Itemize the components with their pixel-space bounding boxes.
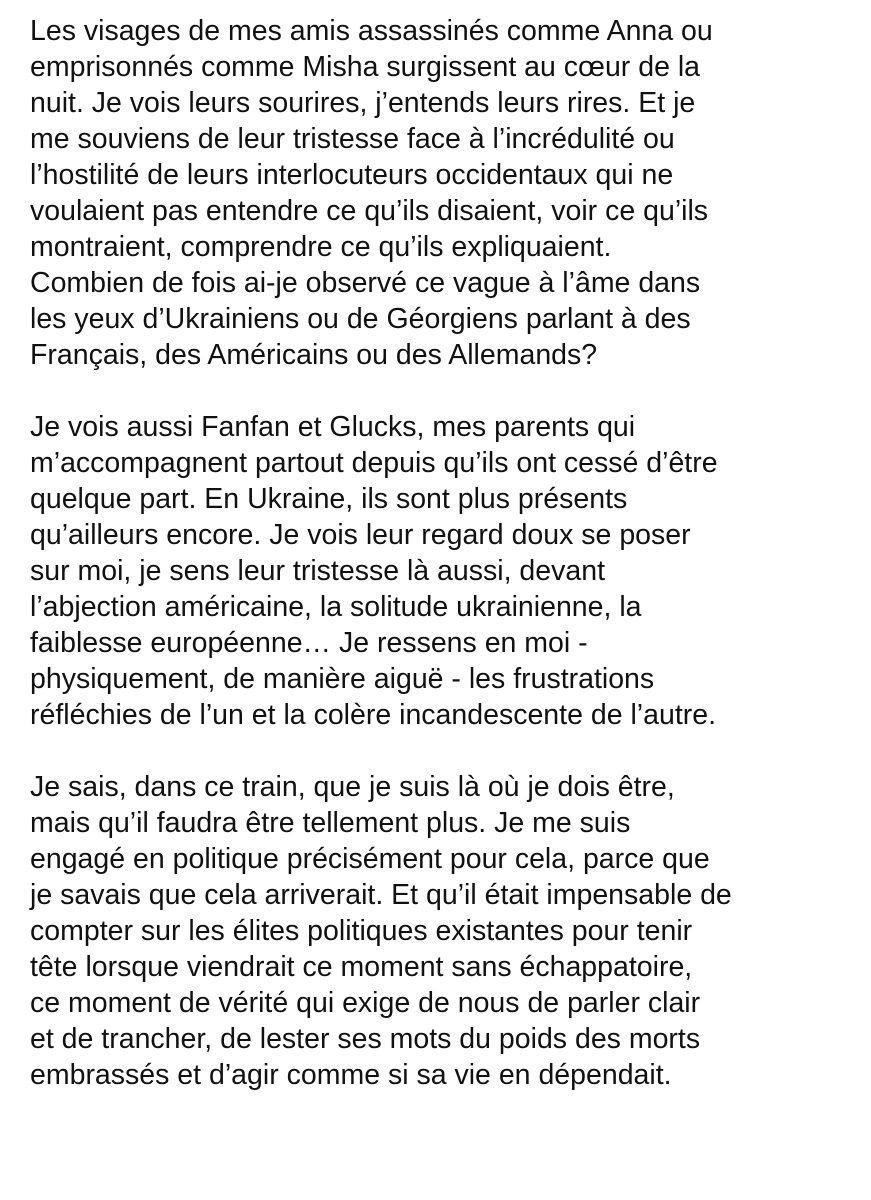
text-line: quelque part. En Ukraine, ils sont plus présents xyxy=(30,483,628,515)
text-line: réfléchies de l’un et la colère incandescente de l’autre. xyxy=(30,699,717,731)
text-line: et de trancher, de lester ses mots du poids des morts xyxy=(30,1023,701,1055)
text-line: Combien de fois ai-je observé ce vague à l’âme dans xyxy=(30,267,701,299)
text-line: tête lorsque viendrait ce moment sans échappatoire, xyxy=(30,951,693,983)
text-line: m’accompagnent partout depuis qu’ils ont cessé d’être xyxy=(30,447,718,479)
text-line: je savais que cela arriverait. Et qu’il était impensable de xyxy=(30,879,732,911)
text-line: l’abjection américaine, la solitude ukrainienne, la xyxy=(30,591,642,623)
text-line: Français, des Américains ou des Allemands? xyxy=(30,339,598,371)
text-line: compter sur les élites politiques existantes pour tenir xyxy=(30,915,693,947)
text-line: me souviens de leur tristesse face à l’incrédulité ou xyxy=(30,123,675,155)
text-line: nuit. Je vois leurs sourires, j’entends leurs rires. Et je xyxy=(30,87,696,119)
text-line: mais qu’il faudra être tellement plus. Je me suis xyxy=(30,807,631,839)
text-line: montraient, comprendre ce qu’ils expliquaient. xyxy=(30,231,612,263)
text-line: emprisonnés comme Misha surgissent au cœur de la xyxy=(30,51,701,83)
text-line: les yeux d’Ukrainiens ou de Géorgiens parlant à des xyxy=(30,303,691,335)
text-line: voulaient pas entendre ce qu’ils disaient, voir ce qu’ils xyxy=(30,195,709,227)
note-body xyxy=(30,13,871,1093)
text-line: l’hostilité de leurs interlocuteurs occidentaux qui ne xyxy=(30,159,674,191)
text-line: physiquement, de manière aiguë - les frustrations xyxy=(30,663,655,695)
text-line: faiblesse européenne… Je ressens en moi - xyxy=(30,627,588,659)
text-line: Je sais, dans ce train, que je suis là où je dois être, xyxy=(30,771,675,803)
text-line: qu’ailleurs encore. Je vois leur regard doux se poser xyxy=(30,519,691,551)
text-line: ce moment de vérité qui exige de nous de parler clair xyxy=(30,987,701,1019)
text-line: engagé en politique précisément pour cela, parce que xyxy=(30,843,710,875)
paragraph-1 xyxy=(30,13,871,373)
paragraph-spacer xyxy=(30,733,871,769)
text-line: sur moi, je sens leur tristesse là aussi, devant xyxy=(30,555,605,587)
paragraph-3 xyxy=(30,769,871,1093)
text-line: Je vois aussi Fanfan et Glucks, mes parents qui xyxy=(30,411,636,443)
text-line: embrassés et d’agir comme si sa vie en dépendait. xyxy=(30,1059,672,1091)
paragraph-2 xyxy=(30,409,871,733)
paragraph-spacer xyxy=(30,373,871,409)
text-line: Les visages de mes amis assassinés comme Anna ou xyxy=(30,15,713,47)
